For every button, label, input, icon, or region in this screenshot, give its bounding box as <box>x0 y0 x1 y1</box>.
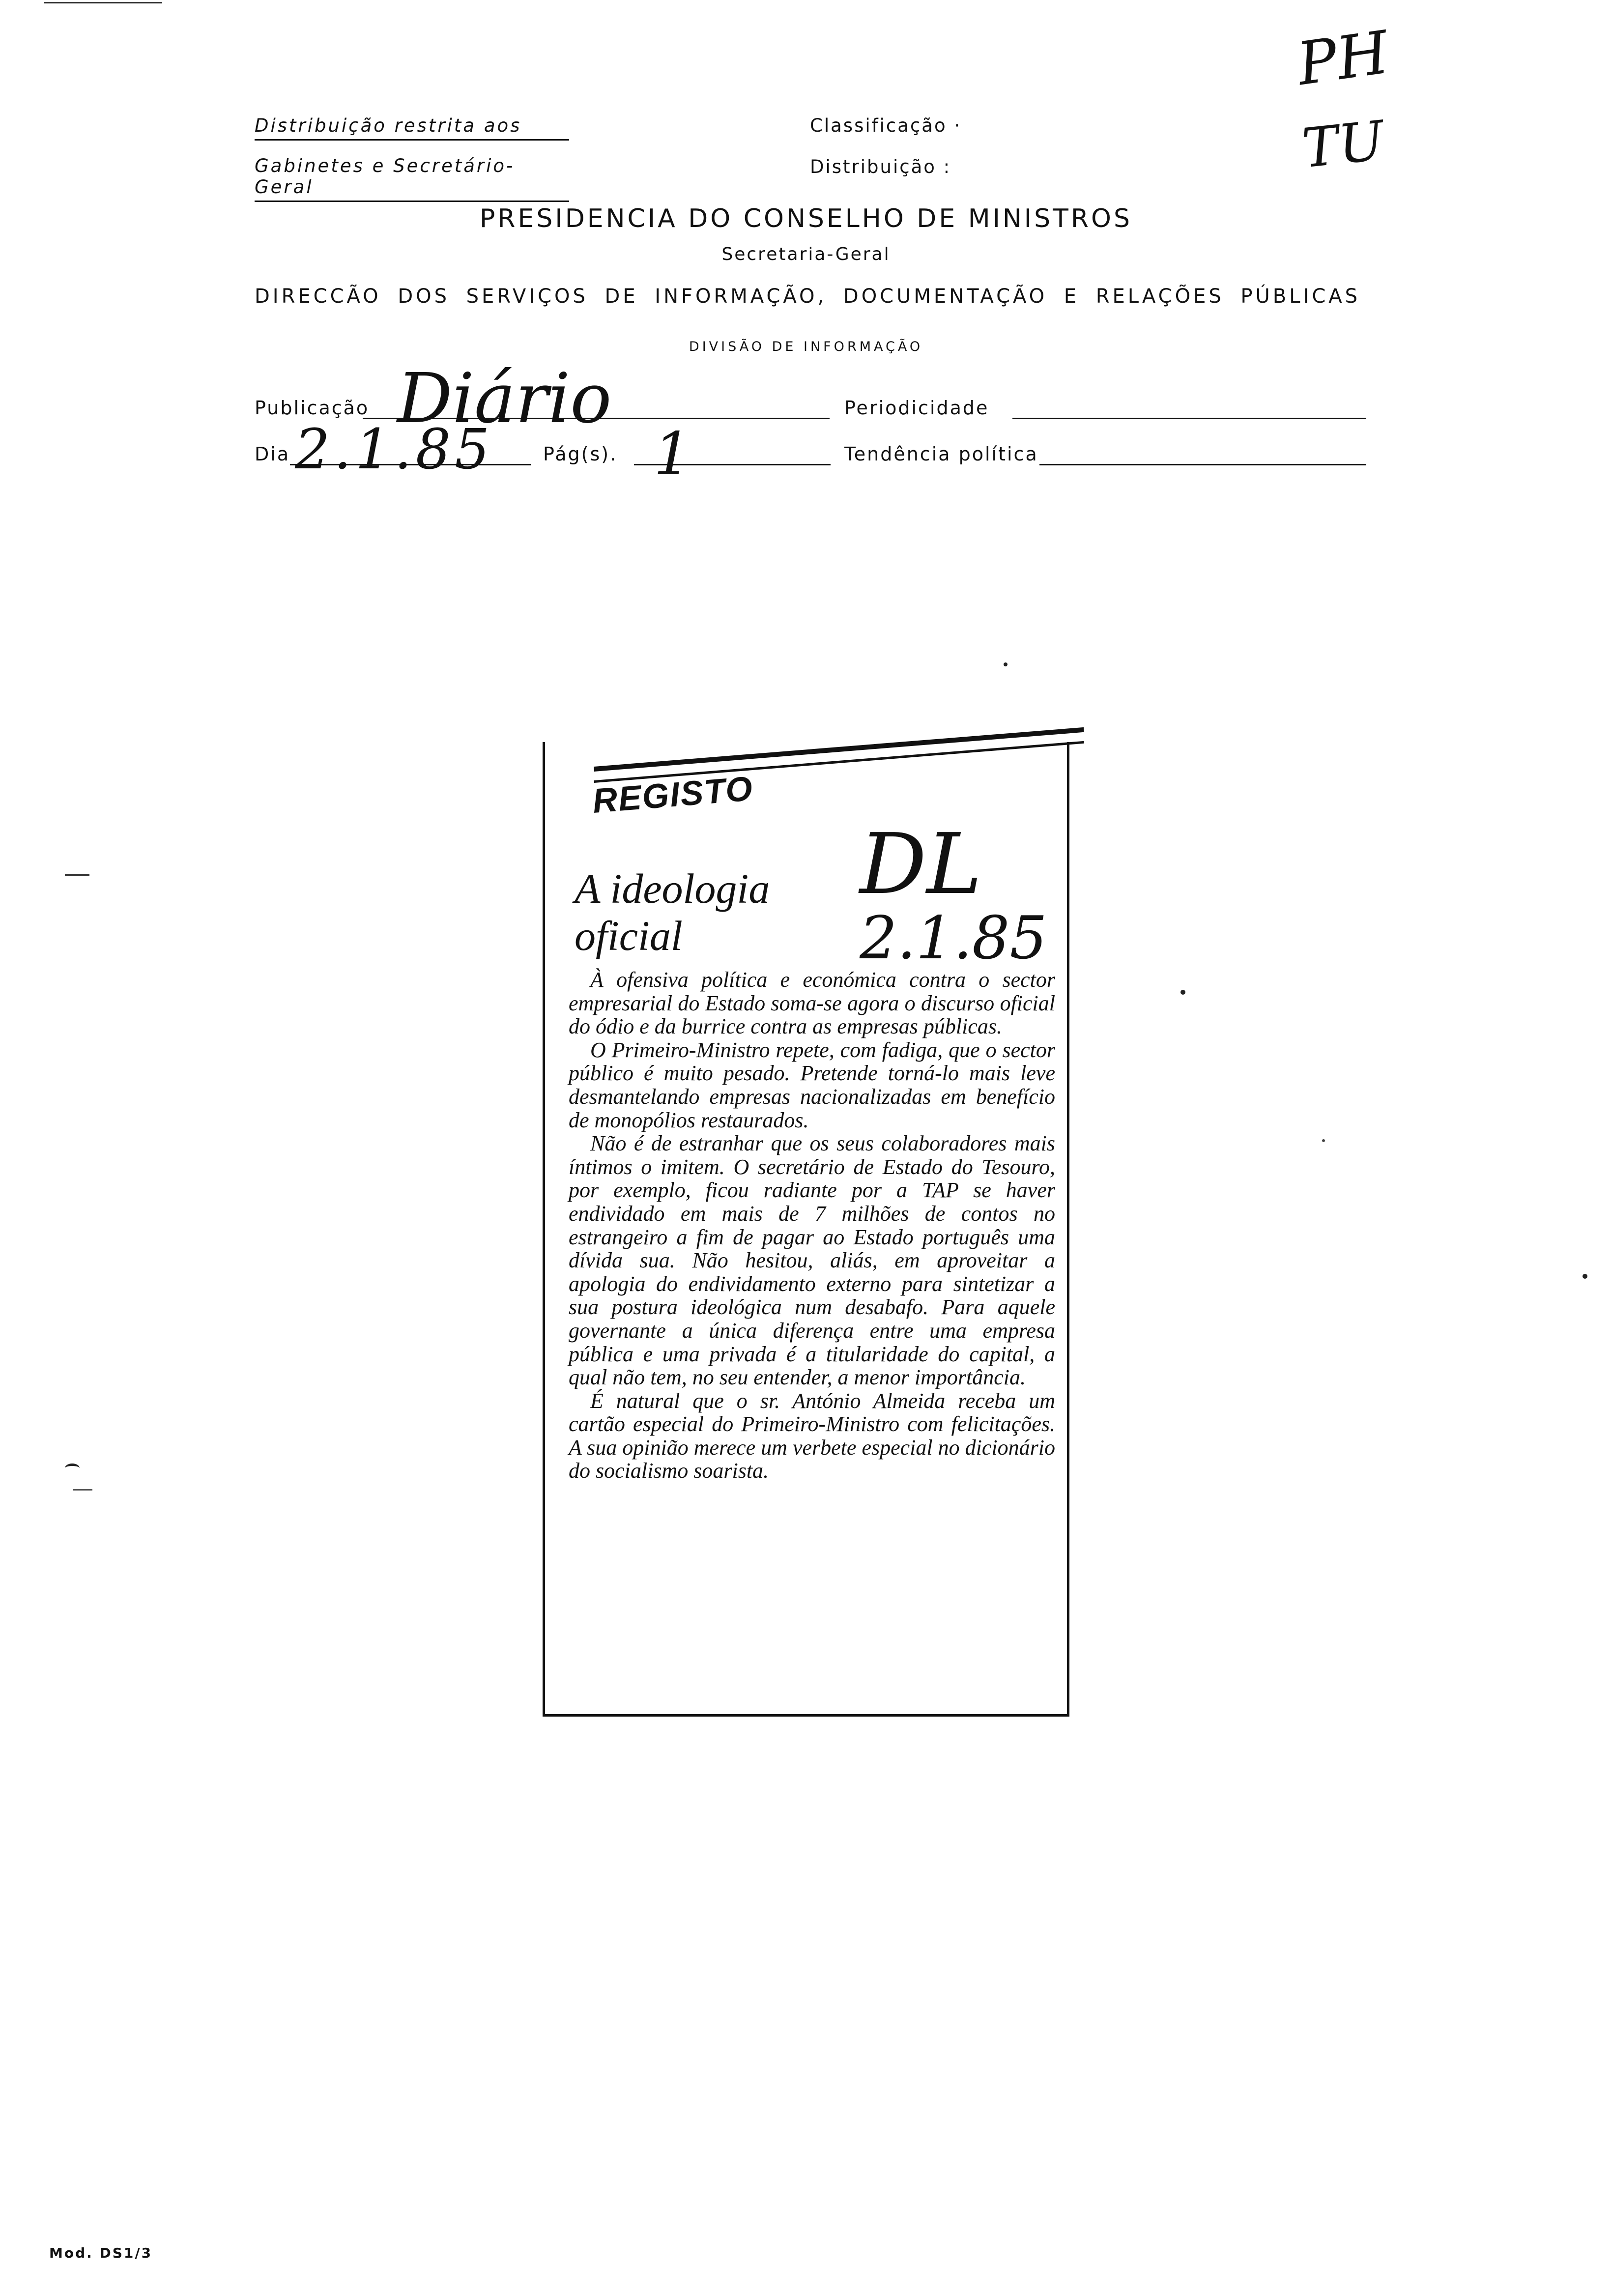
article-paragraph-4: É natural que o sr. António Almeida receba um cartão especial do Primeiro-Ministro com felicitações. A sua opinião merece um verbete especial no dicionário do socialismo soarista. <box>569 1388 1055 1483</box>
pags-handwritten-value: 1 <box>654 420 691 488</box>
scan-mark-left <box>65 874 89 876</box>
restriction-line-1: Distribuição restrita aos <box>255 115 569 141</box>
periodicidade-field <box>1012 418 1366 419</box>
scan-edge-line <box>44 2 162 3</box>
scan-speck <box>1583 1274 1587 1279</box>
publicacao-label: Publicação <box>255 397 370 419</box>
scan-mark-left <box>65 1464 80 1473</box>
agency-title: PRESIDENCIA DO CONSELHO DE MINISTROS <box>480 204 1132 233</box>
section-label: REGISTO <box>591 769 755 821</box>
scan-speck <box>1180 990 1185 995</box>
classificacao-label: Classificação · <box>810 115 962 136</box>
headline-line-2: oficial <box>575 912 683 959</box>
restriction-line-2: Gabinetes e Secretário-Geral <box>255 155 569 202</box>
corner-handwritten-mark-bottom: TU <box>1299 109 1387 180</box>
registo-rule <box>594 727 1084 772</box>
publicacao-handwritten-value: Diário <box>397 359 612 439</box>
article-paragraph-2: O Primeiro-Ministro repete, com fadiga, que o sector público é muito pesado. Pretende torná-lo mais leve desmantelando empresas nacionalizadas em benefício de monopólios restaurados. <box>569 1037 1055 1132</box>
agency-subtitle: Secretaria-Geral <box>721 244 891 264</box>
dia-handwritten-value: 2.1.85 <box>295 418 494 482</box>
tendencia-field <box>1039 464 1366 465</box>
scan-mark-left <box>73 1489 92 1491</box>
headline-line-1: A ideologia <box>575 865 770 912</box>
dia-label: Dia <box>255 443 290 465</box>
newspaper-clipping <box>543 742 1069 1717</box>
corner-handwritten-mark-top: PH <box>1293 18 1393 99</box>
scan-speck <box>1322 1139 1325 1142</box>
scan-speck <box>1004 662 1008 666</box>
tendencia-label: Tendência política <box>844 443 1038 465</box>
article-paragraph-3: Não é de estranhar que os seus colaboradores mais íntimos o imitem. O secretário de Estado do Tesouro, por exemplo, ficou radiante por a TAP se haver endividado em mais de 7 milhões de contos no estrangeiro a fim de pagar ao Estado português uma dívida sua. Não hesitou, aliás, em aproveitar a apologia do endividamento externo para sintetizar a sua postura ideológica num desabafo. Para aquele governante a única diferença entre uma empresa pública e uma privada é a titularidade do capital, a qual não tem, no seu entender, a menor importância. <box>569 1131 1055 1390</box>
division-name: DIVISÃO DE INFORMAÇÃO <box>689 339 923 354</box>
article-paragraph-1: À ofensiva política e económica contra o sector empresarial do Estado soma-se agora o discurso oficial do ódio e da burrice contra as empresas públicas. <box>569 968 1055 1039</box>
form-model-number: Mod. DS1/3 <box>49 2245 153 2261</box>
pags-label: Pág(s). <box>543 443 618 465</box>
periodicidade-label: Periodicidade <box>844 397 989 419</box>
headline <box>575 865 830 959</box>
distribuicao-label: Distribuição : <box>810 156 951 177</box>
article-body <box>569 968 1055 1483</box>
department-name: DIRECCÃO DOS SERVIÇOS DE INFORMAÇÃO, DOCUMENTAÇÃO E RELAÇÕES PÚBLICAS <box>255 285 1360 308</box>
clipping-handwritten-annotation-1: DL <box>860 816 982 913</box>
clipping-handwritten-annotation-2: 2.1.85 <box>860 904 1047 973</box>
